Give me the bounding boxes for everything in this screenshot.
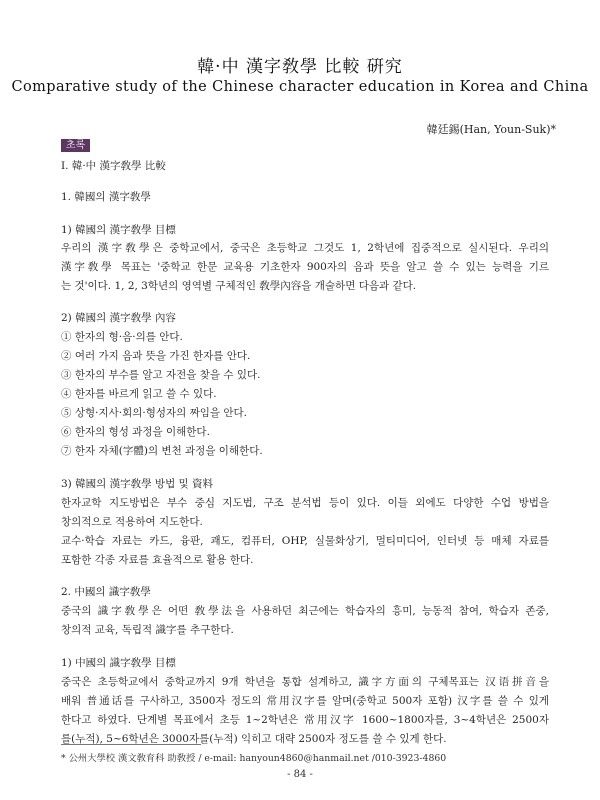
- paragraph-line: 는 것'이다. 1, 2, 3학년의 영역별 구체적인 敎學內容을 개술하면 다음과 같다.: [61, 280, 417, 292]
- subsection-heading: 2. 中國의 識字敎學: [61, 586, 151, 598]
- subsubsection-heading: 3) 韓國의 漢字敎學 방법 및 資料: [61, 478, 214, 490]
- paragraph-line: 배워 普通话를 구사하고, 3500자 정도의 常用汉字를 알며(중학교 500자 포함) 汉字를 쓸 수 있게: [61, 695, 549, 707]
- page-number: - 84 -: [287, 769, 313, 780]
- paragraph-line: 한자교학 지도방법은 부수 중심 지도법, 구조 분석법 등이 있다. 이들 외에도 다양한 수업 방법을: [61, 497, 549, 509]
- paragraph-line: 창의적 교육, 독립적 識字를 추구한다.: [61, 624, 234, 636]
- subsubsection-heading: 2) 韓國의 漢字敎學 內容: [61, 312, 176, 324]
- paragraph-line: 교수·학습 자료는 카드, 융판, 괘도, 컴퓨터, OHP, 실물화상기, 멀티미디어, 인터넷 등 매체 자료를: [61, 535, 549, 547]
- paragraph-line: 중국의 識字敎學은 어떤 敎學法을 사용하던 최근에는 학습자의 흥미, 능동적 참여, 학습자 존중,: [61, 605, 549, 617]
- list-item: ② 여러 가지 음과 뜻을 가진 한자를 안다.: [61, 350, 251, 362]
- subsection-heading: 1. 韓國의 漢字敎學: [61, 191, 151, 203]
- list-item: ① 한자의 형·음·의를 안다.: [61, 331, 183, 343]
- footnote-divider: [61, 744, 201, 745]
- subsubsection-heading: 1) 中國의 識字敎學 目標: [61, 657, 176, 669]
- list-item: ③ 한자의 부수를 알고 자전을 찾을 수 있다.: [61, 369, 261, 381]
- paragraph-line: 를(누적), 5~6학년은 3000자를(누적) 익히고 대략 2500자 정도를 쓸 수 있게 한다.: [61, 733, 447, 745]
- paper-title-english: Comparative study of the Chinese character education in Korea and China: [11, 79, 589, 95]
- list-item: ⑥ 한자의 형성 과정을 이해한다.: [61, 426, 210, 438]
- footnote: * 公州大學校 漢文敎育科 助敎授 / e-mail: hanyoun4860@hanmail.net /010-3923-4860: [61, 753, 447, 764]
- list-item: ④ 한자를 바르게 읽고 쓸 수 있다.: [61, 388, 217, 400]
- author-name: 韓廷錫(Han, Youn-Suk)*: [426, 123, 556, 136]
- paragraph-line: 우리의 漢字敎學은 중학교에서, 중국은 초등학교 그것도 1, 2학년에 집중적으로 실시된다. 우리의: [61, 242, 549, 254]
- list-item: ⑤ 상형·지사·회의·형성자의 짜임을 안다.: [61, 407, 248, 419]
- paragraph-line: 漢字敎學 목표는 '중학교 한문 교육용 기초한자 900자의 음과 뜻을 알고 쓸 수 있는 능력을 기르: [61, 261, 549, 273]
- subsubsection-heading: 1) 韓國의 漢字敎學 目標: [61, 224, 176, 236]
- paragraph-line: 중국은 초등학교에서 중학교까지 9개 학년을 통합 설계하고, 識字方面의 구체목표는 汉语拼音을: [61, 676, 549, 688]
- list-item: ⑦ 한자 자체(字體)의 변천 과정을 이해한다.: [61, 445, 263, 457]
- paper-title-korean: 韓·中 漢字敎學 比較 硏究: [197, 57, 403, 77]
- paragraph-line: 창의적으로 적용하여 지도한다.: [61, 516, 203, 528]
- abstract-label: 초록: [61, 139, 90, 152]
- paragraph-line: 한다고 하였다. 단계별 목표에서 초등 1~2학년은 常用汉字 1600~1800자를, 3~4학년은 2500자: [61, 714, 549, 726]
- paragraph-line: 포함한 각종 자료를 효율적으로 활용 한다.: [61, 554, 254, 566]
- section-heading: Ⅰ. 韓·中 漢字敎學 比較: [61, 160, 166, 172]
